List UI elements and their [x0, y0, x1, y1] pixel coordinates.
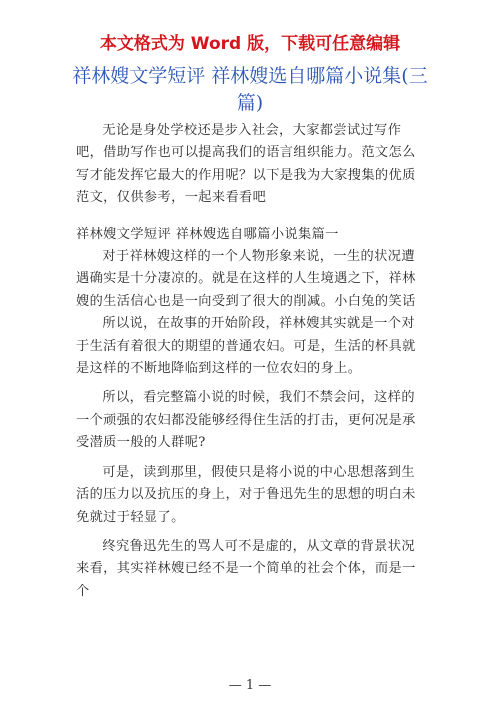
body-paragraph: 对于祥林嫂这样的一个人物形象来说，一生的状况遭遇确实是十分凄凉的。就是在这样的人生境遇之下，祥林嫂的生活信心也是一向受到了很大的削减。小白兔的笑话 — [76, 249, 416, 309]
format-notice: 本文格式为 Word 版，下载可任意编辑 — [99, 34, 401, 54]
body-paragraph: 可是，读到那里，假使只是将小说的中心思想落到生活的压力以及抗压的身上，对于鲁迅先生的思想的明白未免就过于轻显了。 — [76, 464, 416, 525]
section-heading: 祥林嫂文学短评 祥林嫂选自哪篇小说集篇一 — [76, 226, 339, 242]
intro-paragraph: 无论是身处学校还是步入社会，大家都尝试过写作吧，借助写作也可以提高我们的语言组织能力。范文怎么写才能发挥它最大的作用呢？以下是我为大家搜集的优质范文，仅供参考，一起来看看吧 — [76, 123, 416, 206]
document-title: 祥林嫂文学短评 祥林嫂选自哪篇小说集(三篇) — [72, 65, 428, 114]
body-paragraph: 所以，看完整篇小说的时候，我们不禁会问，这样的一个顽强的农妇都没能够经得住生活的打击，更何况是承受潜质一般的人群呢? — [76, 390, 416, 451]
body-paragraph: 终究鲁迅先生的骂人可不是虚的，从文章的背景状况来看，其实祥林嫂已经不是一个简单的社会个体，而是一个 — [76, 538, 416, 599]
page-number: — 1 — — [228, 678, 272, 693]
body-paragraph: 所以说，在故事的开始阶段，祥林嫂其实就是一个对于生活有着很大的期望的普通农妇。可是，生活的杯具就是这样的不断地降临到这样的一位农妇的身上。 — [76, 316, 416, 377]
document-body — [76, 120, 426, 603]
